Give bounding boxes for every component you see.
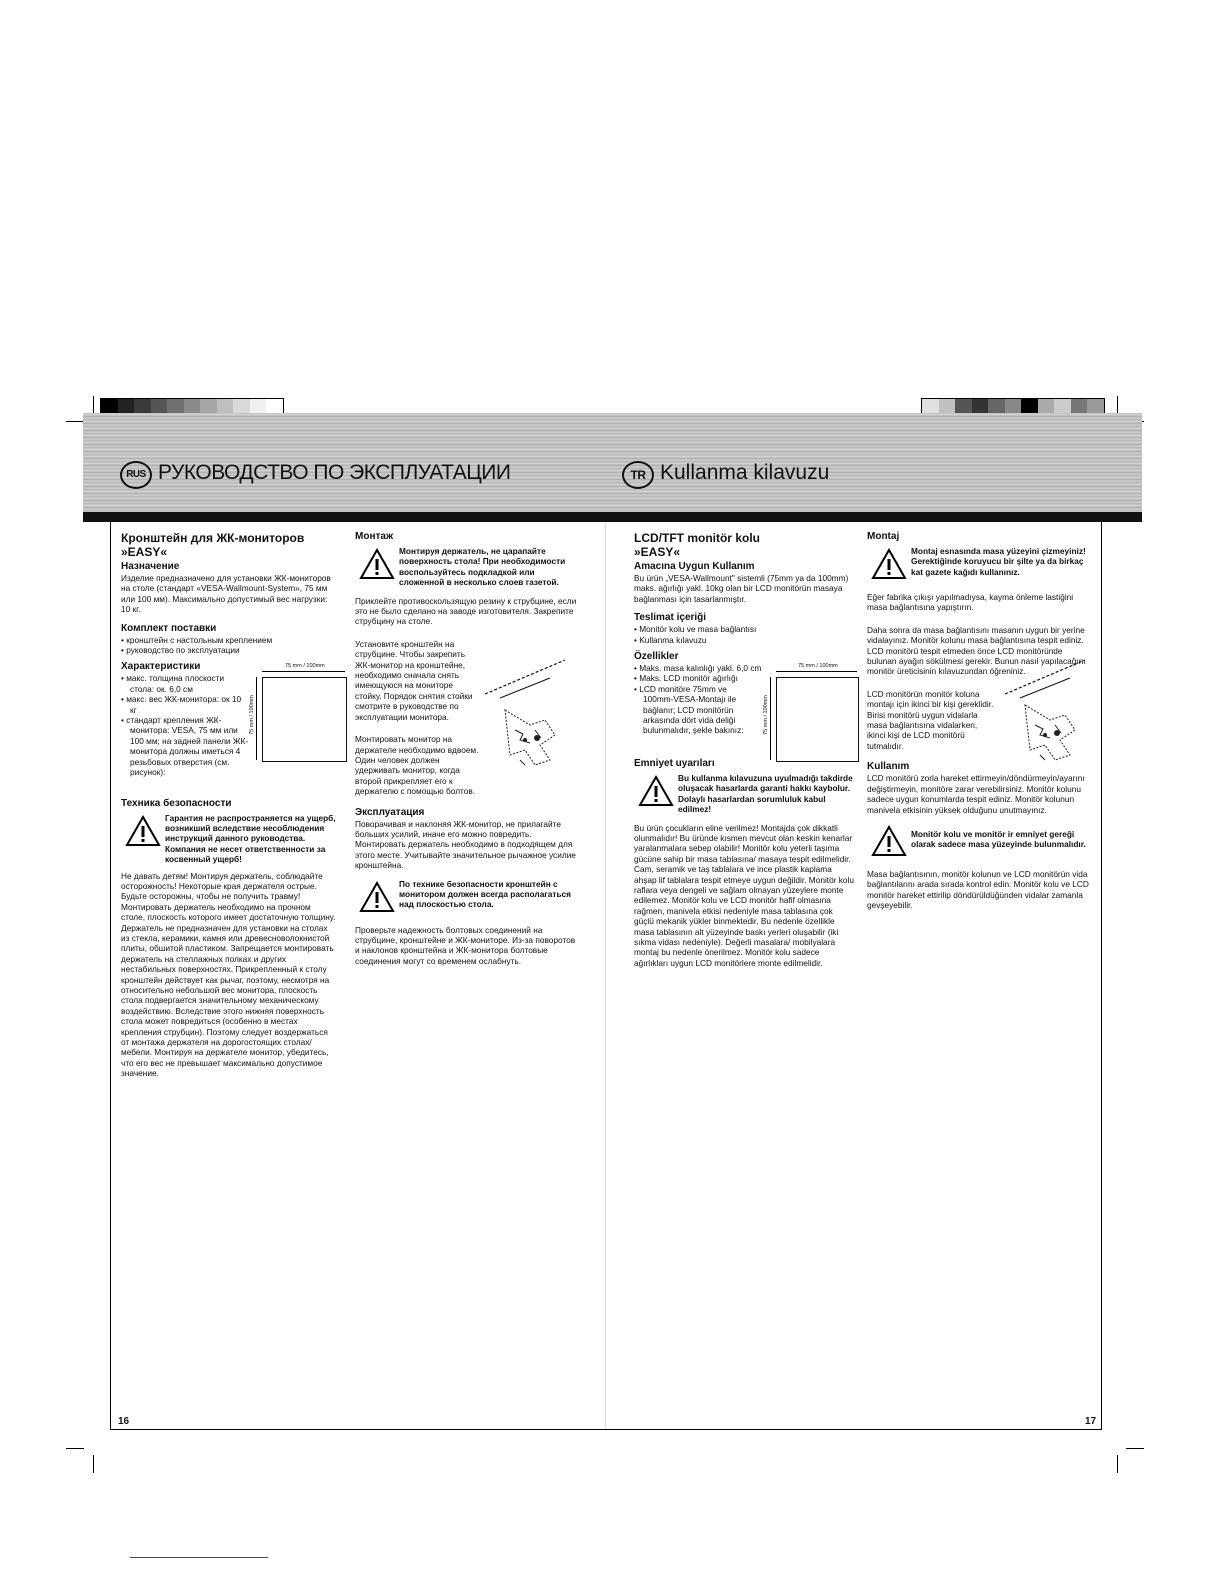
product-heading: Кронштейн для ЖК-мониторов [121,531,305,545]
warning-icon [871,825,907,857]
dimension-label: 75 mm / 100mm [285,663,325,669]
warning-block [121,813,336,865]
crop-mark [1117,396,1118,414]
list-item: • макс. вес ЖК-монитора: ок 10 кг [121,694,242,715]
section-title: Teslimat içeriği [634,612,707,624]
vesa-diagram [262,677,347,762]
warning-block [355,546,580,588]
page-number-left: 16 [118,1416,130,1427]
page-title-left: РУКОВОДСТВО ПО ЭКСПЛУАТАЦИИ [158,461,511,484]
color-swatch [101,399,118,414]
color-swatch [1021,399,1038,414]
monitor-mount-sketch-icon [495,700,575,775]
dimension-line [776,671,857,672]
section-text: LCD monitörü zorla hareket ettirmeyin/döndürmeyin/ayarını değiştirmeyin, monitöre zarar verebilirsiniz. Monitör kolunu sadece uygun konumlarda tespit ediniz. Monitör kolunun manivela etkisinin yüksek olduğunu unutmayınız. [867,773,1085,815]
section-title: Комплект поставки [121,622,217,634]
warning-text: Monitör kolu ve monitör ir emniyet gereği olarak sadece masa yüzeyinde bulunmalıdır. [911,828,1086,850]
color-swatch [1054,399,1071,414]
list-item: • Maks. masa kalınlığı yakl. 6,0 cm [634,663,762,674]
list-item: • LCD monitöre 75mm ve 100mm-VESA-Montajı ile bağlanır; LCD monitörün arkasında dört vida deliği bulunmalıdır, şekle bakınız: [634,683,744,736]
warning-text: Montaj esnasında masa yüzeyini çizmeyiniz! Gerektiğinde koruyucu bir şilte ya da birkaç kat gazete kağıdı kullanınız. [911,546,1086,577]
left-column-1 [121,531,336,1079]
list-item: • руководство по эксплуатации [121,645,240,656]
color-swatch [184,399,201,414]
dimension-line [256,677,257,760]
header-rule [83,512,1142,522]
crop-mark [93,396,94,414]
page-title-right: Kullanma kilavuzu [660,461,830,484]
vesa-diagram [776,677,859,762]
list-item: • макс. толщина плоскости стола: ок. 6,0 см [121,673,225,694]
section-title: Эксплуатация [355,806,425,818]
warning-text: Bu kullanma kılavuzuna uyulmadığı takdirde oluşacak hasarlarda garanti hakkı kaybolur. Dolaylı hasarlardan sorumluluk kabul edilmez! [678,772,853,815]
clamp-sketch-icon [480,652,570,702]
section-text: LCD monitörün monitör koluna montajı için ikinci bir kişi gereklidir. Birisi monitörü uygun vidalarla masa bağlantısına vidalarken, ikinci kişi de LCD monitörü tutmalıdır. [867,688,994,751]
section-title: Emniyet uyarıları [634,757,715,769]
dimension-line [262,671,345,672]
color-swatch [200,399,217,414]
product-subheading: »EASY« [634,545,681,559]
product-heading: LCD/TFT monitör kolu [634,531,760,545]
warning-block [355,879,580,919]
warning-block [867,546,1092,586]
section-title: Назначение [121,561,180,572]
warning-text: Монтируя держатель, не царапайте поверхность стола! При необходимости воспользуйтесь подкладкой или сложенной в несколько слоев газетой. [399,546,566,588]
color-swatch [1087,399,1104,414]
section-text: Bu ürün „VESA-Wallmount" sistemli (75mm ya da 100mm) maks. ağırlığı yakl. 10kg olan bir LCD monitörün masaya bağlanması için tasarlanmıştır. [634,573,849,604]
dimension-label: 75 mm / 100mm [249,695,255,735]
footer-line [130,1557,268,1558]
color-swatch [1071,399,1088,414]
section-title: Kullanım [867,761,910,773]
page-number-right: 17 [1085,1416,1097,1427]
crop-mark [66,421,84,422]
color-swatch [134,399,151,414]
color-swatch [217,399,234,414]
page-divider [605,522,606,1429]
warning-icon [638,775,674,807]
color-swatch [266,399,283,414]
warning-text: Гарантия не распространяется на ущерб, возникший вследствие несоблюдения инструкций данного руководства. Компания не несет ответственности за косвенный ущерб! [165,812,336,865]
color-swatch [151,399,168,414]
section-title: Montaj [867,531,900,542]
color-swatch [118,399,135,414]
warning-block [634,773,854,815]
section-text: Eğer fabrika çıkışı yapılmadıysa, kayma önleme lastiğini masa bağlantısına yapıştırın. [867,592,1074,613]
color-swatch [167,399,184,414]
warning-icon [359,881,395,913]
list-item: • Monitör kolu ve masa bağlantısı [634,624,757,635]
color-swatch [233,399,250,414]
list-item: • Kullanma kılavuzu [634,634,707,645]
warning-icon [359,548,395,580]
color-swatch [988,399,1005,414]
section-title: Характеристики [121,661,201,673]
safety-text: Bu ürün çocukların eline verilmez! Montajda çok dikkatli olunmalıdır! Bu üründe kısmen mevcut olan keskin kenarlar yaralanmalara sebep olabilir! Monitör kolu yeterli taşıma gücüne sahip bir masa tablasına/ masaya tespit edilmelidir. Cam, seramik ve taş tablalara ve ince plastik kaplama ahşap lif tablalara tespit etmeye uygun değildir. Monitör kolu raflara veya dengeli ve sağlam olmayan yüzeylere monte edilemez. Monitör kolu ve LCD monitör hafif olmasına rağmen, manivela etkisi nedeniyle masa tablasına çok güçlü mekanik yükler binmektedir. Bu nedenle özellikle masa tablasının alt yüzeyinde baskı yerleri oluşabilir (iki sıkma vidası nedeniyle). Değerli masalara/ mobilyalara montaj bu nedenle önerilmez. Monitör kolu sadece ağırlıkları uygun LCD monitörlere monte edilmelidir. [634,822,854,968]
dimension-line [770,677,771,760]
product-subheading: »EASY« [121,545,168,559]
section-title: Özellikler [634,651,679,663]
warning-icon [125,815,161,847]
dimension-label: 75 mm / 100mm [763,695,769,735]
color-swatch [955,399,972,414]
crop-mark [1126,1448,1144,1449]
color-swatch [1005,399,1022,414]
crop-mark [93,1455,94,1473]
warning-text: По технике безопасности кронштейн с монитором должен всегда располагаться над плоскостью стола. [399,878,571,910]
color-swatch [939,399,956,414]
language-badge-rus: RUS [120,461,152,489]
list-item: • стандарт крепления ЖК-монитора: VESA, 75 мм или 100 мм; на задней панели ЖК-монитора должны иметься 4 резьбовых отверстия (см. рисунок): [121,715,249,778]
warning-block [867,823,1092,863]
safety-text: Не давать детям! Монтируя держатель, соблюдайте осторожность! Некоторые края держателя острые. Будьте осторожны, чтобы не получить травму! Монтировать держатель необходимо на прочном столе, плоскость которого имеет достаточную толщину. Держатель не предназначен для установки на столах из стекла, керамики, камня или древесноволокнистой плиты, обшитой пластиком. Запрещается монтировать держатель на стеллажных полках и других нестабильных поверхностях. Прикрепленный к столу кронштейн действует как рычаг, поэтому, несмотря на относительно небольшой вес монитора, плоскость стола подвергается значительному механическому воздействию. Вследствие этого нижняя поверхность стола может повредиться (особенно в местах крепления струбцин). Поэтому следует воздержаться от монтажа держателя на дорогостоящих столах/мебели. Монтируя на держателе монитор, убедитесь, что его вес не превышает максимально допустимое значение. [121,870,336,1079]
dimension-label: 75 mm / 100mm [798,663,838,669]
language-badge-tr: TR [622,461,654,489]
section-title: Монтаж [355,531,394,542]
color-swatch [922,399,939,414]
section-text: Приклейте противоскользящую резину к струбцине, если это не было сделано на заводе изготовителя. Закрепите струбцину на столе. [355,595,577,627]
section-text: Masa bağlantısının, monitör kolunun ve LCD monitörün vida bağlantılarını arada sırada kontrol edin. Monitör kolu ve LCD monitör hareket ettirilip döndürüldüğünden vidalar zamanla gevşeyebilir. [867,868,1089,911]
warning-icon [871,548,907,580]
crop-mark [1117,1455,1118,1473]
monitor-mount-sketch-icon [1015,695,1095,770]
section-text: Поворачивая и наклоняя ЖК-монитор, не прилагайте больших усилий, иначе его можно повредить. Монтировать держатель необходимо в подходящем для этого месте. Учитывайте значительное рычажное усилие кронштейна. [355,818,576,871]
section-title: Amacına Uygun Kullanım [634,561,755,572]
section-text: Daha sonra da masa bağlantısını masanın uygun bir yerine vidalayınız. Monitör kolunu masa bağlantısına tespit ediniz. LCD monitörü tespit etmeden önce LCD monitöründe bulunan ayağın sökülmesi gerekir. Bunun nasıl yapılacağını monitör üreticisinin kılavuzundan öğreniniz. [867,624,1086,677]
list-item: • Maks. LCD monitör ağırlığı [634,673,738,684]
crop-mark [66,1448,84,1449]
color-swatch [972,399,989,414]
section-text: Монтировать монитор на держателе необходимо вдвоем. Один человек должен удерживать монитор, когда второй прикрепляет его к держателю с помощью болтов. [355,734,479,797]
section-text: Изделие предназначено для установки ЖК-мониторов на столе (стандарт «VESA-Wallmount-System», 75 мм или 100 мм). Максимально допустимый вес нагрузки: 10 кг. [121,573,331,615]
color-swatch [250,399,267,414]
section-text: Проверьте надежность болтовых соединений на струбцине, кронштейне и ЖК-мониторе. Из-за поворотов и наклонов кронштейна и ЖК-монитора болтовые соединения могут со временем ослабнуть. [355,924,576,966]
section-title: Техника безопасности [121,797,232,809]
section-text: Установите кронштейн на струбцине. Чтобы закрепить ЖК-монитор на кронштейне, необходимо сначала снять имеющуюся на мониторе стойку. Порядок снятия стойки смотрите в руководстве по эксплуатации монитора. [355,638,473,722]
color-swatch [1038,399,1055,414]
list-item: • кронштейн с настольным креплением [121,634,273,645]
